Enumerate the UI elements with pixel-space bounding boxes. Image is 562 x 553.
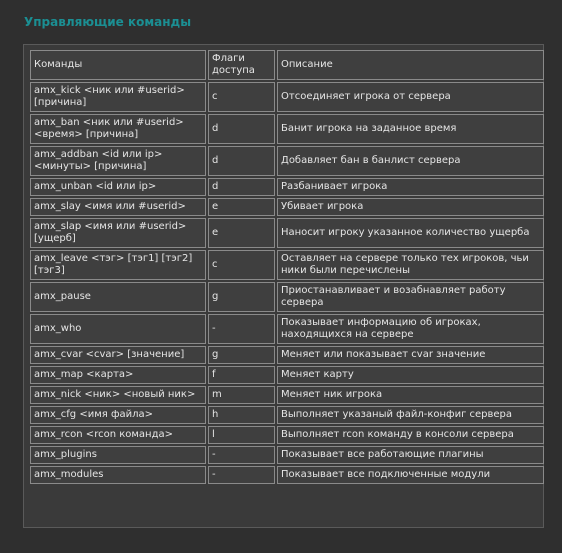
flag-cell: d [208,178,275,196]
command-cell: amx_ban <ник или #userid> <время> [причина] [30,114,206,144]
command-cell: amx_addban <id или ip> <минуты> [причина] [30,146,206,176]
command-cell: amx_cvar <cvar> [значение] [30,346,206,364]
flag-cell: e [208,218,275,248]
command-cell: amx_modules [30,466,206,484]
description-cell: Добавляет бан в банлист сервера [277,146,544,176]
description-cell: Меняет карту [277,366,544,384]
command-cell: amx_cfg <имя файла> [30,406,206,424]
flag-cell: m [208,386,275,404]
table-row [30,82,544,112]
table-row [30,346,544,364]
table-row [30,314,544,344]
command-cell: amx_who [30,314,206,344]
description-cell: Приостанавливает и возабнавляет работу сервера [277,282,544,312]
flag-cell: e [208,198,275,216]
flag-cell: l [208,426,275,444]
flag-cell: d [208,114,275,144]
flag-cell: g [208,282,275,312]
command-cell: amx_nick <ник> <новый ник> [30,386,206,404]
flag-cell: - [208,446,275,464]
description-cell: Показывает все работающие плагины [277,446,544,464]
command-cell: amx_rcon <rcon команда> [30,426,206,444]
flag-cell: c [208,82,275,112]
description-cell: Показывает все подключенные модули [277,466,544,484]
description-cell: Банит игрока на заданное время [277,114,544,144]
description-cell: Убивает игрока [277,198,544,216]
command-cell: amx_unban <id или ip> [30,178,206,196]
table-row [30,406,544,424]
command-cell: amx_slay <имя или #userid> [30,198,206,216]
table-row [30,426,544,444]
description-cell: Наносит игроку указанное количество ущерба [277,218,544,248]
header-commands: Команды [30,50,206,80]
table-row [30,218,544,248]
page-title: Управляющие команды [24,15,192,29]
table-row [30,386,544,404]
table-row [30,366,544,384]
command-cell: amx_kick <ник или #userid> [причина] [30,82,206,112]
table-row [30,466,544,484]
table-header-row [30,50,544,80]
command-cell: amx_leave <тэг> [тэг1] [тэг2] [тэг3] [30,250,206,280]
table-row [30,114,544,144]
commands-table [28,48,546,486]
flag-cell: - [208,314,275,344]
table-row [30,178,544,196]
description-cell: Меняет или показывает cvar значение [277,346,544,364]
header-description: Описание [277,50,544,80]
description-cell: Выполняет rcon команду в консоли сервера [277,426,544,444]
command-cell: amx_pause [30,282,206,312]
flag-cell: d [208,146,275,176]
description-cell: Выполняет указаный файл-конфиг сервера [277,406,544,424]
description-cell: Отсоединяет игрока от сервера [277,82,544,112]
table-row [30,198,544,216]
flag-cell: - [208,466,275,484]
table-row [30,146,544,176]
description-cell: Показывает информацию об игроках, находящихся на сервере [277,314,544,344]
flag-cell: h [208,406,275,424]
table-row [30,250,544,280]
description-cell: Оставляет на сервере только тех игроков, чьи ники были перечислены [277,250,544,280]
command-cell: amx_map <карта> [30,366,206,384]
command-cell: amx_plugins [30,446,206,464]
description-cell: Разбанивает игрока [277,178,544,196]
flag-cell: g [208,346,275,364]
flag-cell: f [208,366,275,384]
header-flags: Флаги доступа [208,50,275,80]
command-cell: amx_slap <имя или #userid> [ущерб] [30,218,206,248]
description-cell: Меняет ник игрока [277,386,544,404]
table-row [30,282,544,312]
table-row [30,446,544,464]
flag-cell: c [208,250,275,280]
